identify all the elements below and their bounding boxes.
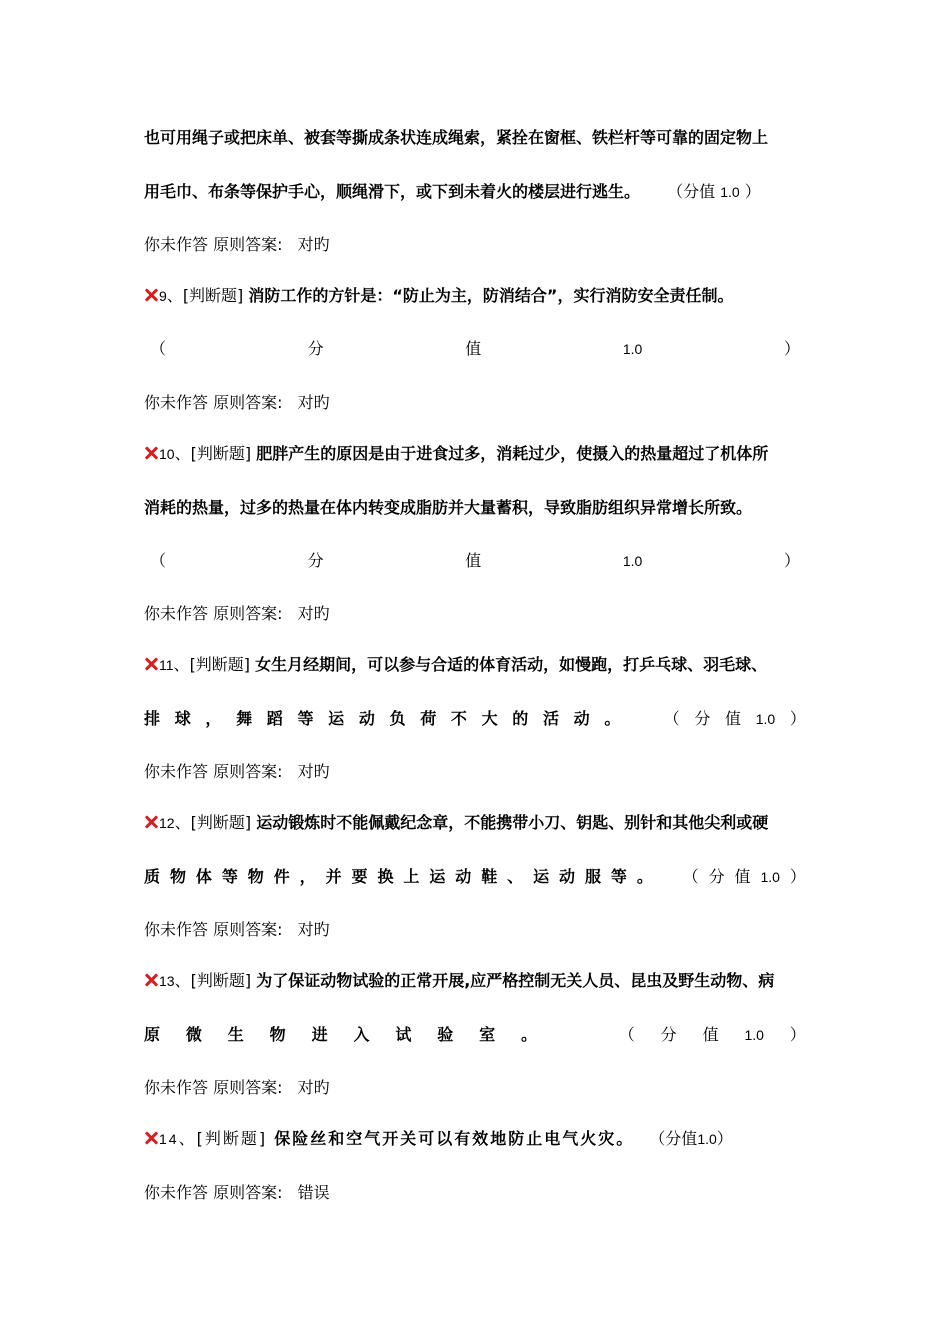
char: 等: [221, 867, 238, 886]
char: 换: [377, 867, 394, 886]
char: 体: [195, 867, 212, 886]
score-open: （: [150, 339, 167, 358]
char: 大: [481, 709, 498, 728]
char: 动: [358, 709, 375, 728]
q14-answer: [144, 1181, 806, 1205]
score-fen: 分: [307, 551, 324, 570]
score-fen: 分: [660, 1025, 677, 1044]
char: 试: [395, 1025, 412, 1044]
score-close: ）: [783, 551, 800, 570]
char: 运: [328, 709, 345, 728]
char: 入: [353, 1025, 370, 1044]
char: 质: [144, 867, 161, 886]
score-value: 1.0: [622, 553, 643, 569]
q13-title: [144, 969, 806, 993]
answer-value: 对旳: [297, 604, 330, 623]
q12-answer: [144, 918, 806, 942]
q12-text-line2: [144, 865, 806, 889]
char: ，: [299, 867, 316, 886]
q13-sep: 、: [174, 971, 191, 990]
q12-number: 12: [159, 815, 175, 831]
char: 并: [325, 867, 342, 886]
q14-number: 14: [159, 1131, 179, 1147]
char: 动: [455, 867, 472, 886]
q9-score: [150, 337, 800, 361]
q11-title: [144, 653, 806, 677]
answer-prefix: 你未作答 原则答案:: [144, 920, 283, 939]
q10-text-line2: 消耗的热量，过多的热量在体内转变成脂肪并大量蓄积，导致脂肪组织异常增长所致。: [144, 498, 753, 517]
wrong-icon: [144, 657, 158, 671]
q10-answer: [144, 602, 806, 626]
q9-title: [144, 284, 806, 308]
q14-title: [144, 1127, 806, 1151]
answer-prefix: 你未作答 原则答案:: [144, 604, 283, 623]
answer-value: 对旳: [297, 1078, 330, 1097]
q13-answer: [144, 1076, 806, 1100]
q13-number: 13: [159, 973, 175, 989]
q10-score: [150, 549, 800, 573]
score-open: （: [682, 867, 699, 886]
q14-score-label: （分值: [649, 1129, 698, 1148]
q12-title: [144, 811, 806, 835]
char: 负: [389, 709, 406, 728]
char: 。: [604, 709, 621, 728]
q10-sep: 、: [174, 444, 191, 463]
answer-value: 对旳: [297, 393, 330, 412]
char: 鞋: [481, 867, 498, 886]
char: 动: [573, 709, 590, 728]
score-fen: 分: [708, 867, 725, 886]
score-value: 1.0: [755, 711, 776, 727]
q14-text: 保险丝和空气开关可以有效地防止电气火灾。: [274, 1129, 635, 1148]
char: 动: [559, 867, 576, 886]
q11-number: 11: [159, 657, 174, 673]
char: 。: [521, 1025, 538, 1044]
char: 运: [533, 867, 550, 886]
char: 件: [273, 867, 290, 886]
q13-text-line2: [144, 1023, 806, 1047]
q9-tag: [判断题]: [182, 286, 244, 305]
wrong-icon: [144, 973, 158, 987]
score-value: 1.0: [744, 1027, 764, 1043]
char: 生: [227, 1025, 244, 1044]
q11-sep: 、: [173, 655, 190, 674]
q11-answer: [144, 760, 806, 784]
q14-score-close: ）: [716, 1129, 733, 1148]
answer-prefix: 你未作答 原则答案:: [144, 393, 283, 412]
q14-sep: 、: [178, 1129, 197, 1148]
answer-prefix: 你未作答 原则答案:: [144, 1078, 283, 1097]
score-close: ）: [783, 339, 800, 358]
q12-tag: [判断题]: [190, 813, 252, 832]
score-zhi: 值: [734, 867, 751, 886]
char: 活: [542, 709, 559, 728]
char: 微: [185, 1025, 202, 1044]
q12-sep: 、: [174, 813, 191, 832]
char: 进: [311, 1025, 328, 1044]
q8-answer: [144, 233, 806, 257]
char: 排: [144, 709, 161, 728]
char: 舞: [236, 709, 253, 728]
q9-sep: 、: [166, 286, 183, 305]
q8-score-close: ）: [744, 182, 761, 201]
q11-text: 女生月经期间，可以参与合适的体育活动，如慢跑，打乒乓球、羽毛球、: [255, 655, 768, 674]
q10-title: [144, 442, 806, 466]
q8-text-line2: [144, 180, 806, 204]
q14-tag: [判断题]: [196, 1129, 268, 1148]
q9-number: 9: [159, 288, 167, 304]
char: 。: [636, 867, 653, 886]
score-zhi: 值: [465, 339, 482, 358]
q11-tag: [判断题]: [189, 655, 251, 674]
q9-text: 消防工作的方针是：“防止为主，防消结合”，实行消防安全责任制。: [248, 286, 734, 305]
wrong-icon: [144, 815, 158, 829]
answer-value: 对旳: [297, 235, 330, 254]
q10-text: 肥胖产生的原因是由于进食过多，消耗过少，使摄入的热量超过了机体所: [256, 444, 769, 463]
answer-prefix: 你未作答 原则答案:: [144, 235, 283, 254]
answer-prefix: 你未作答 原则答案:: [144, 762, 283, 781]
char: 等: [610, 867, 627, 886]
char: 、: [507, 867, 524, 886]
score-open: （: [150, 551, 167, 570]
q8-text-line1: 也可用绳子或把床单、被套等撕成条状连成绳索，紧拴在窗框、铁栏杆等可靠的固定物上: [144, 128, 769, 147]
char: 等: [297, 709, 314, 728]
char: 上: [403, 867, 420, 886]
score-zhi: 值: [725, 709, 742, 728]
q10-tag: [判断题]: [190, 444, 252, 463]
q13-text: 为了保证动物试验的正常开展,应严格控制无关人员、昆虫及野生动物、病: [256, 971, 775, 990]
char: ，: [205, 709, 222, 728]
wrong-icon: [144, 288, 158, 302]
score-close: ）: [789, 709, 806, 728]
char: 物: [169, 867, 186, 886]
char: 荷: [420, 709, 437, 728]
answer-value: 对旳: [297, 920, 330, 939]
char: 的: [512, 709, 529, 728]
score-close: ）: [789, 1025, 806, 1044]
char: 不: [450, 709, 467, 728]
q9-answer: [144, 391, 806, 415]
score-zhi: 值: [702, 1025, 719, 1044]
char: 验: [437, 1025, 454, 1044]
char: 服: [584, 867, 601, 886]
q11-text-line2: [144, 707, 806, 731]
wrong-icon: [144, 1131, 158, 1145]
score-close: ）: [789, 867, 806, 886]
score-value: 1.0: [760, 869, 780, 885]
score-fen: 分: [307, 339, 324, 358]
q8-score-value: 1.0: [720, 184, 740, 200]
char: 要: [351, 867, 368, 886]
answer-value: 错误: [297, 1183, 330, 1202]
answer-prefix: 你未作答 原则答案:: [144, 1183, 283, 1202]
char: 球: [174, 709, 191, 728]
char: 室: [479, 1025, 496, 1044]
q8-text: 用毛巾、布条等保护手心，顺绳滑下，或下到未着火的楼层进行逃生。: [144, 182, 641, 201]
char: 蹈: [266, 709, 283, 728]
q8-score-label: （分值: [667, 182, 716, 201]
answer-value: 对旳: [297, 762, 330, 781]
q13-tag: [判断题]: [190, 971, 252, 990]
char: 物: [269, 1025, 286, 1044]
char: 物: [247, 867, 264, 886]
wrong-icon: [144, 446, 158, 460]
char: 原: [144, 1025, 161, 1044]
score-open: （: [618, 1025, 635, 1044]
score-open: （: [663, 709, 680, 728]
score-value: 1.0: [622, 341, 643, 357]
score-zhi: 值: [465, 551, 482, 570]
score-fen: 分: [694, 709, 711, 728]
q10-number: 10: [159, 446, 175, 462]
q14-score-value: 1.0: [697, 1131, 717, 1147]
char: 运: [429, 867, 446, 886]
q12-text: 运动锻炼时不能佩戴纪念章，不能携带小刀、钥匙、别针和其他尖利或硬: [256, 813, 769, 832]
